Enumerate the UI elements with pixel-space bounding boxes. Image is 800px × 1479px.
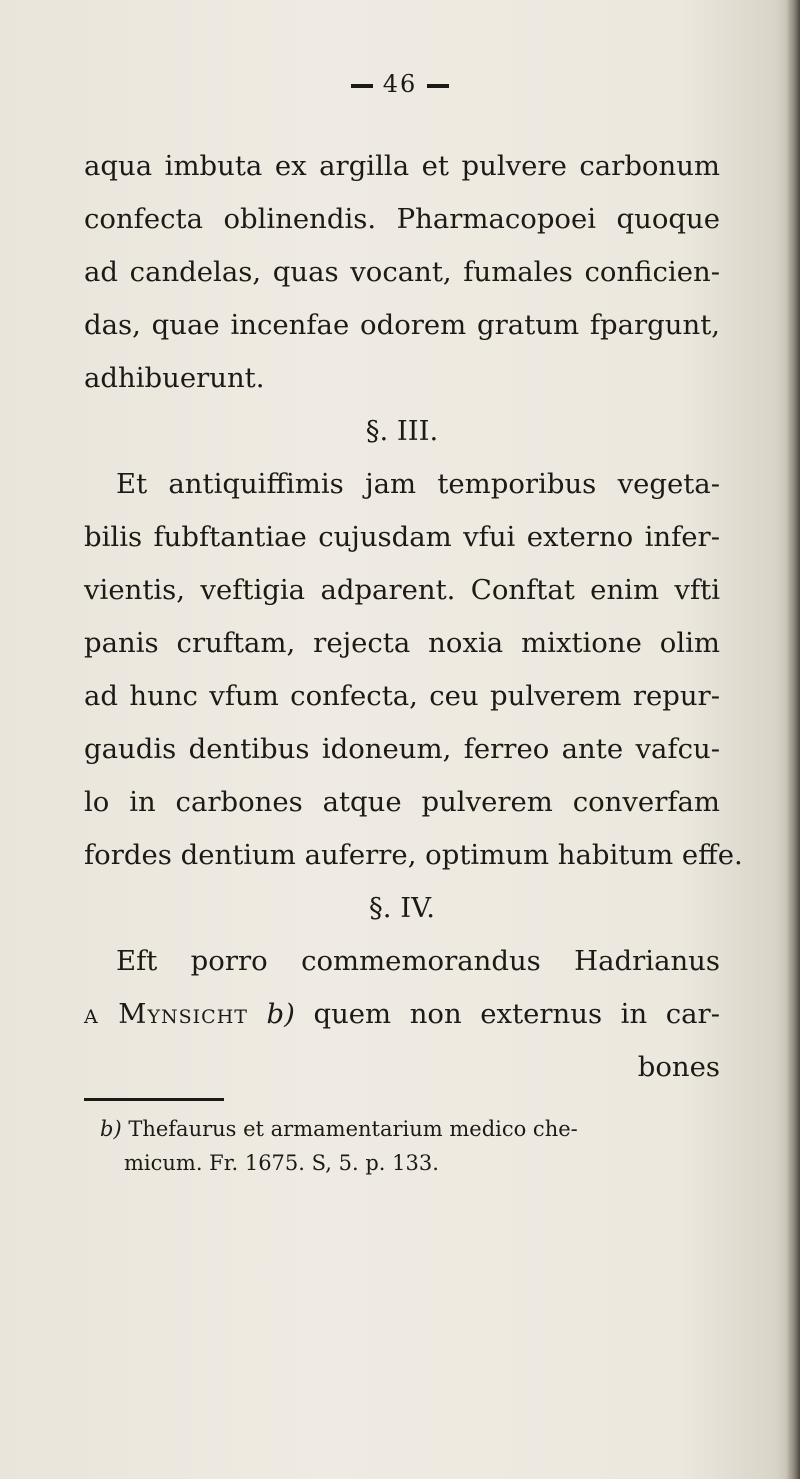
text-line: Eft porro commemorandus Hadrianus (116, 945, 720, 977)
text-line: vientis, veftigia adparent. Conftat enim vfti (84, 574, 720, 606)
text-line (84, 988, 720, 1041)
text-line: ad candelas, quas vocant, fumales conficien- (84, 256, 720, 288)
section-heading-3: §. III. (365, 415, 439, 447)
footnote (100, 1112, 660, 1180)
footnote-line: micum. Fr. 1675. S, 5. p. 133. (124, 1151, 439, 1175)
header-dash-right (427, 84, 449, 88)
page-header (0, 70, 800, 98)
text-line: das, quae incenfae odorem gratum fpargunt, (84, 309, 720, 341)
footnote-marker: b) (100, 1117, 122, 1141)
footnote-reference: b) (266, 998, 295, 1030)
text-line: fordes dentium auferre, optimum habitum effe. (84, 839, 743, 871)
text-line: panis cruftam, rejecta noxia mixtione olim (84, 627, 720, 659)
catchword: bones (637, 1051, 720, 1083)
text-fragment: quem non externus in car- (313, 998, 720, 1030)
text-line: Et antiquiffimis jam temporibus vegeta- (116, 468, 720, 500)
main-text (84, 140, 743, 1094)
text-line: bilis fubftantiae cujusdam vfui externo infer- (84, 521, 720, 553)
text-line: gaudis dentibus idoneum, ferreo ante vafcu- (84, 733, 720, 765)
page-number: 46 (382, 70, 418, 98)
text-line: ad hunc vfum confecta, ceu pulverem repur- (84, 680, 720, 712)
text-line: confecta oblinendis. Pharmacopoei quoque (84, 203, 720, 235)
footnote-line (100, 1112, 660, 1146)
header-dash-left (351, 84, 373, 88)
footnote-text: Thefaurus et armamentarium medico che- (128, 1117, 578, 1141)
text-line: aqua imbuta ex argilla et pulvere carbonum (84, 150, 720, 182)
footnote-rule (84, 1098, 224, 1101)
page-edge-shadow (786, 0, 800, 1479)
author-name: a Mynsicht (84, 998, 248, 1030)
text-line: lo in carbones atque pulverem converfam (84, 786, 720, 818)
section-heading-4: §. IV. (369, 892, 435, 924)
text-line: adhibuerunt. (84, 362, 265, 394)
